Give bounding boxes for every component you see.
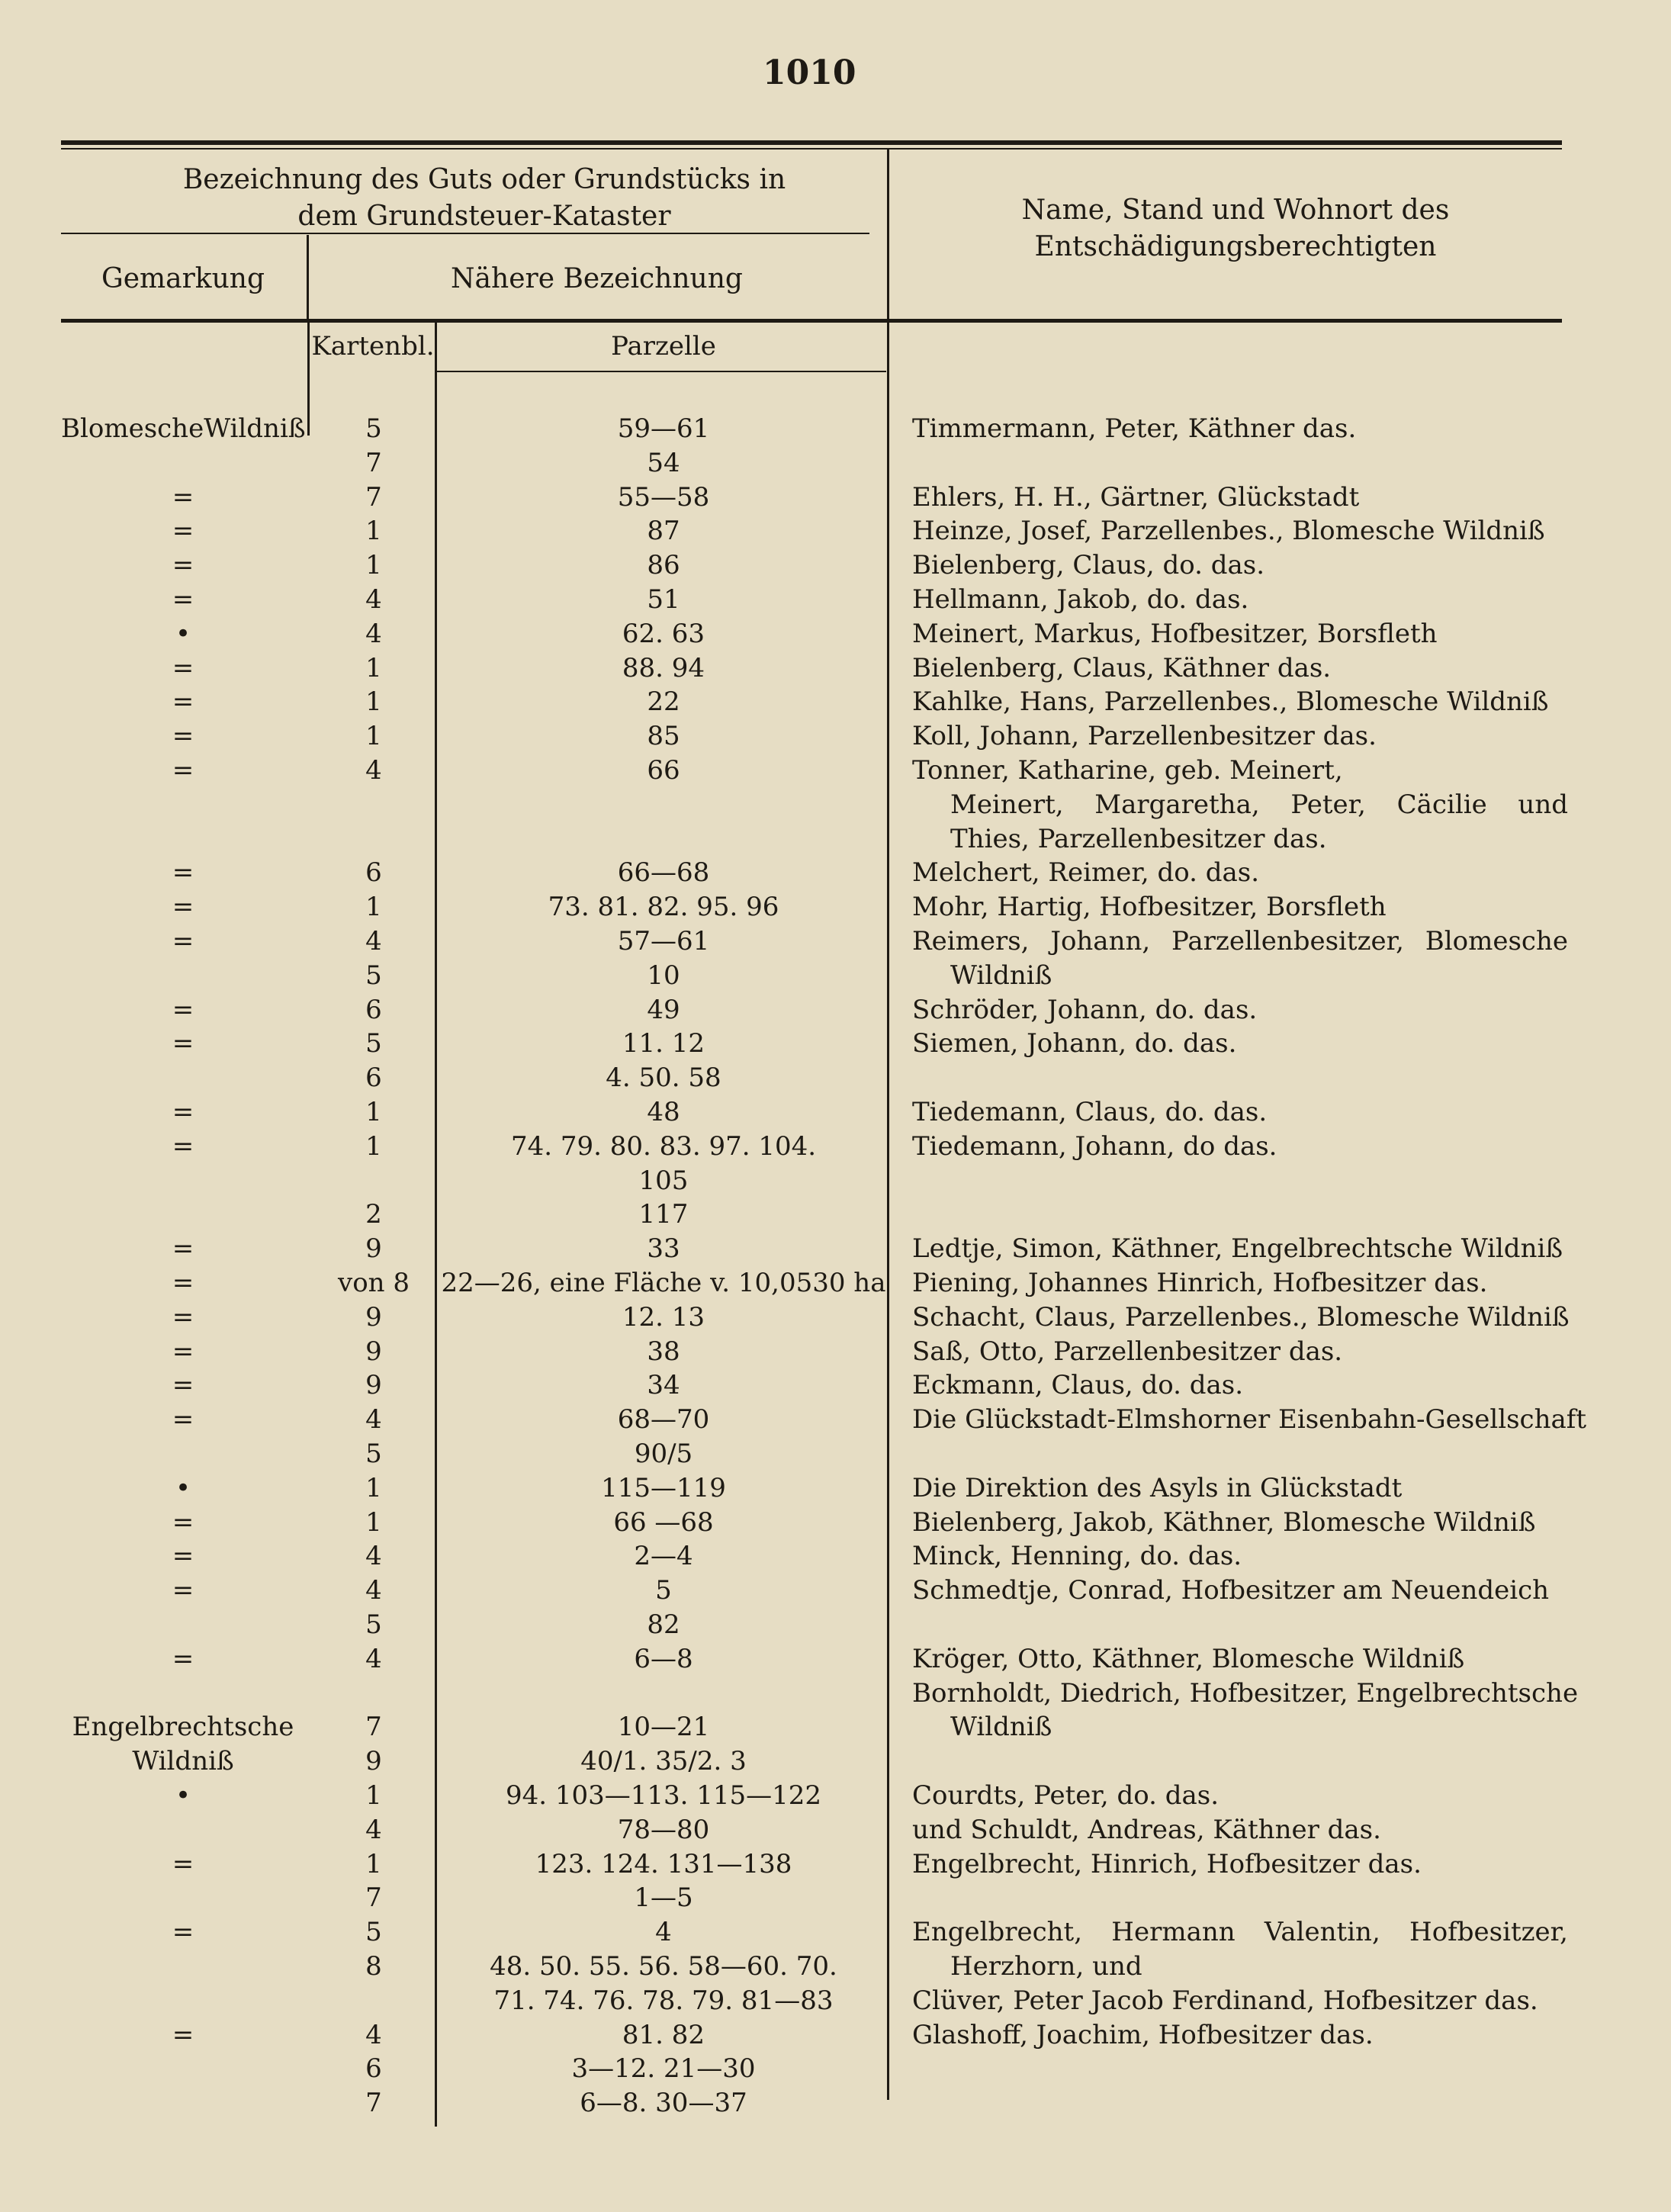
name-cell: Die Glückstadt-Elmshorner Eisenbahn-Gesellschaft [912,1404,1586,1436]
kartenblatt-cell: 4 [365,1541,382,1572]
kartenblatt-cell: 1 [365,1848,382,1879]
kartenblatt-cell: 5 [365,1917,382,1948]
parzelle-cell: 105 [638,1165,689,1196]
parzelle-cell: 81. 82 [622,2019,705,2050]
name-cell: Wildniß [950,1712,1052,1743]
parzelle-cell: 5 [655,1575,672,1606]
name-cell: Schröder, Johann, do. das. [912,994,1258,1025]
name-cell: Schmedtje, Conrad, Hofbesitzer am Neuendeich [912,1575,1550,1606]
parzelle-cell: 10—21 [617,1712,710,1743]
body-vrule-2 [435,323,437,2127]
kartenblatt-cell: 1 [365,892,382,923]
parzelle-cell: 94. 103—113. 115—122 [505,1780,822,1811]
top-rule [61,140,1562,145]
subheader-kartenblatt: Kartenbl. [311,331,435,362]
parzelle-cell: 22—26, eine Fläche v. 10,0530 ha [441,1268,886,1298]
gemarkung-cell: Engelbrechtsche [72,1712,294,1743]
parzelle-cell: 34 [647,1370,680,1401]
name-cell: Ledtje, Simon, Käthner, Engelbrechtsche Wildniß [912,1233,1563,1265]
kartenblatt-cell: 1 [365,1097,382,1127]
name-cell: Courdts, Peter, do. das. [912,1780,1220,1811]
kartenblatt-cell: 4 [365,1404,382,1436]
kartenblatt-cell: 7 [365,447,382,478]
name-cell: Mohr, Hartig, Hofbesitzer, Borsfleth [912,892,1387,923]
kartenblatt-cell: von 8 [337,1268,410,1298]
parzelle-cell: 66 [647,755,680,786]
header-group-rule [61,233,869,234]
kartenblatt-cell: 8 [365,1951,382,1982]
name-cell: Hellmann, Jakob, do. das. [912,584,1249,615]
parzelle-cell: 86 [647,550,680,581]
kartenblatt-cell: 1 [365,516,382,547]
kartenblatt-cell: 1 [365,550,382,581]
header-group-title: Bezeichnung des Guts oder Grundstücks in dem Grundsteuer-Kataster [182,164,786,232]
parzelle-cell: 59—61 [617,413,710,444]
kartenblatt-cell: 6 [365,994,382,1025]
parzelle-cell: 54 [647,447,680,478]
gemarkung-cell: Wildniß [132,1746,234,1777]
name-cell: Minck, Henning, do. das. [912,1541,1242,1572]
name-cell: Tonner, Katharine, geb. Meinert, [912,755,1343,786]
gemarkung-cell: BlomescheWildniß [61,413,306,444]
parzelle-cell: 51 [647,584,680,615]
parzelle-cell: 66—68 [617,857,710,889]
parzelle-cell: 88. 94 [622,652,705,683]
kartenblatt-cell: 7 [365,2088,382,2119]
kartenblatt-cell: 4 [365,2019,382,2050]
gemarkung-cell: = [172,1028,194,1059]
gemarkung-cell: = [172,1336,194,1367]
kartenblatt-cell: 5 [365,1609,382,1640]
kartenblatt-cell: 1 [365,1130,382,1162]
kartenblatt-cell: 4 [365,1575,382,1606]
body-vrule-1 [307,323,310,436]
gemarkung-cell: = [172,1268,194,1298]
header-name: Name, Stand und Wohnort des Entschädigungsberechtigten [1021,195,1450,262]
gemarkung-cell: = [172,1848,194,1879]
gemarkung-cell: = [172,857,194,889]
kartenblatt-cell: 4 [365,584,382,615]
kartenblatt-cell: 5 [365,1439,382,1469]
name-cell: Die Direktion des Asyls in Glückstadt [912,1472,1403,1503]
gemarkung-cell: = [172,1917,194,1948]
parzelle-cell: 82 [647,1609,680,1640]
kartenblatt-cell: 6 [365,857,382,889]
parzelle-cell: 48. 50. 55. 56. 58—60. 70. [490,1951,837,1982]
parzelle-cell: 68—70 [617,1404,710,1436]
kartenblatt-cell: 7 [365,1712,382,1743]
gemarkung-cell: = [172,1370,194,1401]
name-cell: Herzhorn, und [950,1951,1142,1982]
name-cell: Engelbrecht, Hermann Valentin, Hofbesitzer, [912,1917,1568,1948]
gemarkung-cell: = [172,2019,194,2050]
parzelle-cell: 4 [655,1917,672,1948]
kartenblatt-cell: 5 [365,413,382,444]
gemarkung-cell: = [172,1097,194,1127]
kartenblatt-cell: 9 [365,1301,382,1333]
gemarkung-cell: • [175,1780,191,1811]
gemarkung-cell: • [175,618,191,649]
parzelle-cell: 3—12. 21—30 [571,2053,756,2085]
gemarkung-cell: = [172,1233,194,1265]
parzelle-cell: 117 [638,1199,689,1230]
gemarkung-cell: = [172,1404,194,1436]
parzelle-cell: 87 [647,516,680,547]
name-cell: Glashoff, Joachim, Hofbesitzer das. [912,2019,1374,2050]
name-cell: Heinze, Josef, Parzellenbes., Blomesche Wildniß [912,516,1545,547]
parzelle-cell: 71. 74. 76. 78. 79. 81—83 [493,1985,834,2016]
parzelle-cell: 38 [647,1336,680,1367]
kartenblatt-cell: 4 [365,618,382,649]
kartenblatt-cell: 6 [365,1063,382,1094]
gemarkung-cell: = [172,550,194,581]
name-cell: Melchert, Reimer, do. das. [912,857,1260,889]
name-cell: Saß, Otto, Parzellenbesitzer das. [912,1336,1343,1367]
parzelle-cell: 62. 63 [622,618,705,649]
name-cell: Koll, Johann, Parzellenbesitzer das. [912,721,1377,752]
parzelle-cell: 74. 79. 80. 83. 97. 104. [510,1130,817,1162]
gemarkung-cell: = [172,481,194,513]
parzelle-cell: 40/1. 35/2. 3 [580,1746,747,1777]
parzelle-cell: 33 [647,1233,680,1265]
name-cell: Timmermann, Peter, Käthner das. [912,413,1357,444]
name-cell: und Schuldt, Andreas, Käthner das. [912,1814,1381,1845]
kartenblatt-cell: 6 [365,2053,382,2085]
kartenblatt-cell: 4 [365,755,382,786]
name-cell: Meinert, Markus, Hofbesitzer, Borsfleth [912,618,1438,649]
parzelle-cell: 55—58 [617,481,710,513]
gemarkung-cell: = [172,926,194,956]
name-cell: Schacht, Claus, Parzellenbes., Blomesche Wildniß [912,1301,1570,1333]
gemarkung-cell: = [172,1130,194,1162]
gemarkung-cell: = [172,994,194,1025]
kartenblatt-cell: 7 [365,481,382,513]
kartenblatt-cell: 4 [365,1814,382,1845]
header-bottom-rule [61,319,1562,323]
header-gemarkung: Gemarkung [101,263,265,294]
name-cell: Tiedemann, Claus, do. das. [912,1097,1268,1127]
parzelle-cell: 49 [647,994,680,1025]
kartenblatt-cell: 9 [365,1746,382,1777]
name-cell: Reimers, Johann, Parzellenbesitzer, Blomesche [912,926,1568,956]
kartenblatt-cell: 1 [365,721,382,752]
parzelle-cell: 22 [647,686,680,718]
name-cell: Wildniß [950,960,1052,991]
parzelle-cell: 85 [647,721,680,752]
top-rule-thin [61,148,1562,150]
parzelle-cell: 73. 81. 82. 95. 96 [548,892,779,923]
name-cell: Ehlers, H. H., Gärtner, Glückstadt [912,481,1360,513]
name-cell: Bornholdt, Diedrich, Hofbesitzer, Engelbrechtsche [912,1677,1579,1709]
parzelle-cell: 6—8. 30—37 [580,2088,747,2119]
parzelle-cell: 1—5 [634,1882,693,1914]
name-cell: Eckmann, Claus, do. das. [912,1370,1244,1401]
gemarkung-cell: = [172,1506,194,1538]
kartenblatt-cell: 9 [365,1370,382,1401]
kartenblatt-cell: 5 [365,1028,382,1059]
kartenblatt-cell: 1 [365,1472,382,1503]
kartenblatt-cell: 2 [365,1199,382,1230]
parzelle-cell: 6—8 [634,1643,693,1674]
kartenblatt-cell: 1 [365,1506,382,1538]
gemarkung-cell: • [175,1472,191,1503]
parzelle-cell: 11. 12 [622,1028,705,1059]
name-cell: Thies, Parzellenbesitzer das. [950,823,1327,854]
parzelle-cell: 57—61 [617,926,710,956]
name-cell: Piening, Johannes Hinrich, Hofbesitzer das. [912,1268,1488,1298]
name-cell: Engelbrecht, Hinrich, Hofbesitzer das. [912,1848,1422,1879]
kartenblatt-cell: 4 [365,1643,382,1674]
parzelle-cell: 48 [647,1097,680,1127]
kartenblatt-cell: 4 [365,926,382,956]
kartenblatt-cell: 1 [365,686,382,718]
subheader-parzelle: Parzelle [611,331,716,362]
parzelle-cell: 123. 124. 131—138 [535,1848,792,1879]
name-cell: Clüver, Peter Jacob Ferdinand, Hofbesitzer das. [912,1985,1538,2016]
gemarkung-cell: = [172,516,194,547]
gemarkung-cell: = [172,1541,194,1572]
header-naehere: Nähere Bezeichnung [451,263,743,294]
parzelle-cell: 10 [647,960,680,991]
name-cell: Bielenberg, Claus, do. das. [912,550,1265,581]
name-cell: Siemen, Johann, do. das. [912,1028,1237,1059]
name-cell: Kröger, Otto, Käthner, Blomesche Wildniß [912,1643,1465,1674]
header-vrule-2 [887,150,889,319]
gemarkung-cell: = [172,686,194,718]
kartenblatt-cell: 7 [365,1882,382,1914]
parzelle-cell: 90/5 [634,1439,693,1469]
parzelle-cell: 66 —68 [613,1506,714,1538]
parzelle-cell: 4. 50. 58 [606,1063,721,1094]
parzelle-cell: 115—119 [601,1472,726,1503]
kartenblatt-cell: 9 [365,1233,382,1265]
kartenblatt-cell: 9 [365,1336,382,1367]
kartenblatt-cell: 1 [365,1780,382,1811]
name-cell: Tiedemann, Johann, do das. [912,1130,1277,1162]
kartenblatt-cell: 1 [365,652,382,683]
name-cell: Meinert, Margaretha, Peter, Cäcilie und [950,789,1568,820]
name-cell: Bielenberg, Jakob, Käthner, Blomesche Wildniß [912,1506,1536,1538]
gemarkung-cell: = [172,1643,194,1674]
gemarkung-cell: = [172,652,194,683]
page-number: 1010 [763,53,856,92]
subheader-rule [436,371,886,372]
gemarkung-cell: = [172,1301,194,1333]
parzelle-cell: 12. 13 [622,1301,705,1333]
kartenblatt-cell: 5 [365,960,382,991]
parzelle-cell: 2—4 [634,1541,693,1572]
gemarkung-cell: = [172,892,194,923]
gemarkung-cell: = [172,755,194,786]
name-cell: Kahlke, Hans, Parzellenbes., Blomesche Wildniß [912,686,1549,718]
gemarkung-cell: = [172,584,194,615]
gemarkung-cell: = [172,1575,194,1606]
parzelle-cell: 78—80 [617,1814,710,1845]
name-cell: Bielenberg, Claus, Käthner das. [912,652,1332,683]
gemarkung-cell: = [172,721,194,752]
